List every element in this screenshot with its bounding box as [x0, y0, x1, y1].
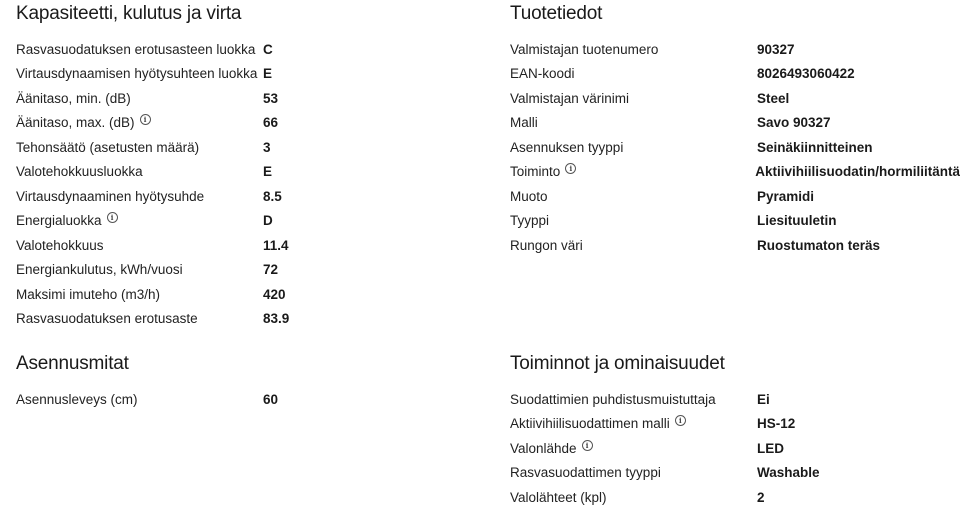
spec-row [510, 233, 960, 258]
spec-label-text: Äänitaso, min. (dB) [16, 90, 131, 106]
spec-label [16, 140, 263, 155]
info-icon[interactable]: i [582, 440, 593, 451]
spec-label [510, 416, 757, 431]
spec-label [510, 115, 757, 130]
features-section [510, 350, 960, 510]
info-icon[interactable]: i [675, 415, 686, 426]
spec-label [510, 42, 757, 57]
spec-label [16, 238, 263, 253]
spec-label-text: Virtausdynaaminen hyötysuhde [16, 188, 205, 204]
spec-label [510, 140, 757, 155]
spec-row [16, 209, 476, 234]
spec-label-text: Asennusleveys (cm) [16, 391, 138, 407]
spec-label-text: Valmistajan värinimi [510, 90, 630, 106]
spec-value: 3 [263, 139, 271, 155]
spec-row [16, 387, 476, 412]
installation-section [16, 350, 476, 412]
spec-label-text: Maksimi imuteho (m3/h) [16, 286, 161, 302]
spec-value: D [263, 213, 273, 229]
info-icon[interactable]: i [107, 212, 118, 223]
spec-label [16, 213, 263, 228]
spec-row [16, 62, 476, 87]
spec-label [510, 392, 757, 407]
spec-label [16, 311, 263, 326]
spec-value: 2 [757, 489, 765, 505]
spec-value: Aktiivihiilisuodatin/hormiliitäntä [755, 164, 960, 180]
spec-row [510, 135, 960, 160]
spec-label [510, 238, 757, 253]
spec-value: Savo 90327 [757, 115, 831, 131]
spec-label [510, 441, 757, 456]
spec-label [510, 490, 757, 505]
spec-label-text: Rungon väri [510, 237, 583, 253]
spec-value: Washable [757, 465, 820, 481]
spec-value: 60 [263, 391, 279, 407]
spec-label-text: Valmistajan tuotenumero [510, 41, 659, 57]
spec-label [16, 287, 263, 302]
spec-value: C [263, 41, 273, 57]
spec-label [16, 392, 263, 407]
spec-value: Liesituuletin [757, 213, 837, 229]
spec-row [510, 412, 960, 437]
spec-label-text: Rasvasuodatuksen erotusaste [16, 311, 198, 327]
spec-row [16, 37, 476, 62]
installation-spec-list [16, 387, 476, 412]
spec-label-text: Malli [510, 115, 538, 131]
spec-row [510, 184, 960, 209]
spec-label-text: Aktiivihiilisuodattimen malli [510, 416, 670, 432]
spec-value: 53 [263, 90, 279, 106]
spec-label-text: Valotehokkuus [16, 237, 104, 253]
spec-label-text: Äänitaso, max. (dB) [16, 115, 135, 131]
spec-label-text: Virtausdynaamisen hyötysuhteen luokka [16, 66, 258, 82]
spec-label-text: Muoto [510, 188, 548, 204]
spec-row [510, 111, 960, 136]
spec-label-text: Suodattimien puhdistusmuistuttaja [510, 391, 716, 407]
spec-label-text: EAN-koodi [510, 66, 575, 82]
spec-row [16, 86, 476, 111]
spec-value: Pyramidi [757, 188, 815, 204]
spec-label [510, 465, 757, 480]
spec-value: Ei [757, 391, 770, 407]
spec-value: LED [757, 440, 784, 456]
spec-value: 420 [263, 286, 286, 302]
spec-row [510, 86, 960, 111]
spec-value: Ruostumaton teräs [757, 237, 881, 253]
spec-row [16, 282, 476, 307]
spec-row [16, 135, 476, 160]
spec-row [16, 258, 476, 283]
product-spec-list [510, 37, 960, 258]
spec-label-text: Valotehokkuusluokka [16, 164, 143, 180]
spec-label [510, 213, 757, 228]
spec-row [16, 307, 476, 332]
spec-value: Steel [757, 90, 790, 106]
features-spec-list [510, 387, 960, 510]
capacity-section-title: Kapasiteetti, kulutus ja virta [16, 3, 242, 24]
spec-label [16, 262, 263, 277]
spec-row [510, 461, 960, 486]
spec-label-text: Asennuksen tyyppi [510, 139, 624, 155]
spec-row [16, 111, 476, 136]
spec-row [510, 37, 960, 62]
spec-label [510, 189, 757, 204]
spec-label [16, 164, 263, 179]
features-section-title: Toiminnot ja ominaisuudet [510, 353, 725, 374]
spec-label [16, 115, 263, 130]
spec-value: 90327 [757, 41, 795, 57]
spec-value: 66 [263, 115, 279, 131]
spec-value: Seinäkiinnitteinen [757, 139, 873, 155]
info-icon[interactable]: i [565, 163, 576, 174]
spec-label-text: Rasvasuodattimen tyyppi [510, 465, 661, 481]
spec-value: 72 [263, 262, 279, 278]
spec-row [510, 387, 960, 412]
spec-label-text: Tehonsäätö (asetusten määrä) [16, 139, 200, 155]
spec-row [510, 485, 960, 510]
spec-label [510, 91, 757, 106]
spec-label-text: Energiankulutus, kWh/vuosi [16, 262, 183, 278]
spec-row [510, 62, 960, 87]
spec-label [16, 42, 263, 57]
spec-label [16, 189, 263, 204]
spec-value: 8026493060422 [757, 66, 855, 82]
spec-label-text: Energialuokka [16, 213, 102, 229]
spec-row [510, 209, 960, 234]
spec-row [510, 436, 960, 461]
spec-label [510, 164, 755, 179]
spec-value: E [263, 66, 273, 82]
spec-label [16, 66, 263, 81]
spec-label-text: Valonlähde [510, 440, 577, 456]
spec-label [16, 91, 263, 106]
spec-value: 83.9 [263, 311, 290, 327]
product-section [510, 0, 960, 258]
spec-value: 8.5 [263, 188, 282, 204]
installation-section-title: Asennusmitat [16, 353, 129, 374]
info-icon[interactable]: i [140, 114, 151, 125]
spec-row [16, 233, 476, 258]
spec-label-text: Valolähteet (kpl) [510, 489, 607, 505]
spec-value: 11.4 [263, 237, 289, 253]
spec-label-text: Tyyppi [510, 213, 550, 229]
spec-row [16, 184, 476, 209]
spec-value: E [263, 164, 273, 180]
spec-row [510, 160, 960, 185]
spec-label-text: Rasvasuodatuksen erotusasteen luokka [16, 41, 256, 57]
capacity-section [16, 0, 476, 331]
spec-label-text: Toiminto [510, 164, 561, 180]
spec-row [16, 160, 476, 185]
spec-label [510, 66, 757, 81]
product-section-title: Tuotetiedot [510, 3, 603, 24]
spec-value: HS-12 [757, 416, 796, 432]
capacity-spec-list [16, 37, 476, 331]
